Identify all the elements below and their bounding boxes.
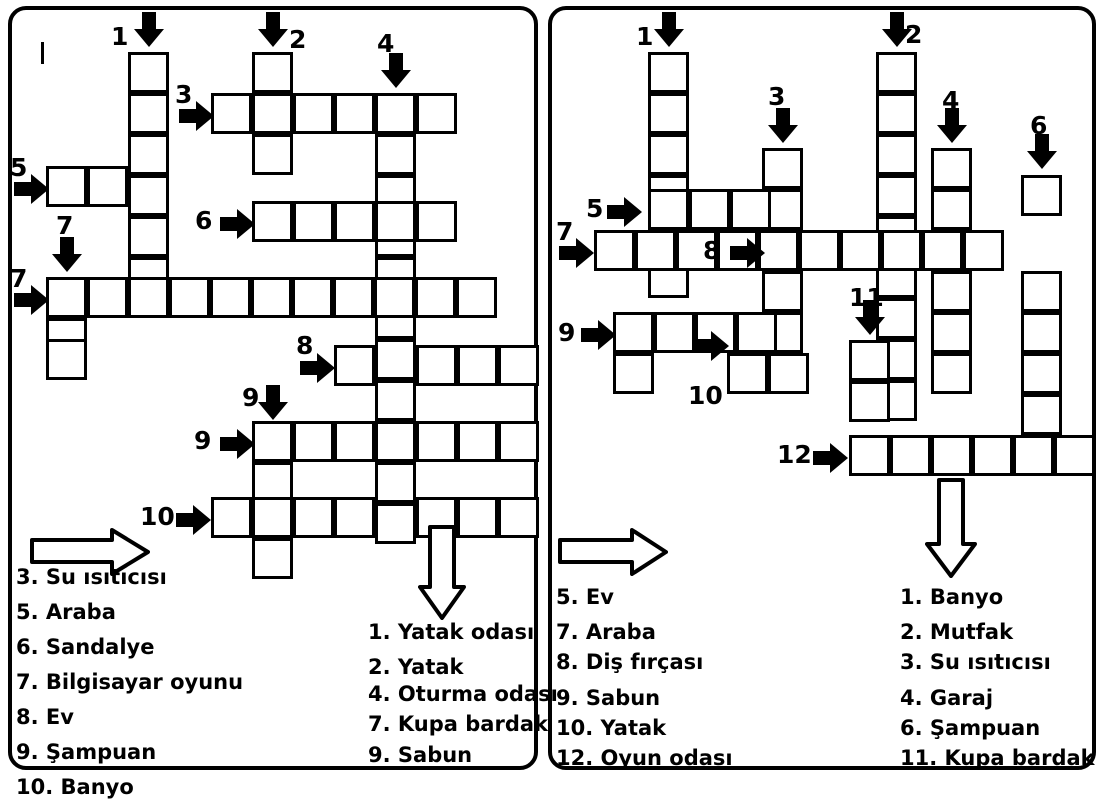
grid-cell[interactable] [128,175,169,216]
clue-number: 1 [636,22,654,51]
grid-cell[interactable] [87,166,128,207]
grid-cell[interactable] [415,277,456,318]
grid-cell[interactable] [251,277,292,318]
grid-cell[interactable] [613,353,654,394]
grid-cell[interactable] [456,277,497,318]
grid-cell[interactable] [849,435,890,476]
grid-cell[interactable] [922,230,963,271]
grid-cell[interactable] [293,497,334,538]
grid-cell[interactable] [762,148,803,189]
clue-text: 11. Kupa bardak [900,746,1095,770]
grid-cell[interactable] [1054,435,1095,476]
clue-number: 8 [296,331,314,360]
grid-cell[interactable] [416,93,457,134]
grid-cell[interactable] [292,277,333,318]
grid-cell[interactable] [334,497,375,538]
grid-cell[interactable] [931,148,972,189]
grid-cell[interactable] [46,339,87,380]
grid-cell[interactable] [498,497,539,538]
grid-cell[interactable] [498,345,539,386]
grid-cell[interactable] [211,93,252,134]
grid-cell[interactable] [730,189,771,230]
clue-text: 12. Oyun odası [556,746,733,770]
grid-cell[interactable] [931,189,972,230]
grid-cell[interactable] [963,230,1004,271]
clue-list-pointer-left [558,528,668,576]
clue-arrow-down-3 [768,108,798,146]
grid-cell[interactable] [762,271,803,312]
grid-cell[interactable] [736,312,777,353]
clue-text: 7. Bilgisayar oyunu [16,670,244,694]
grid-cell[interactable] [457,421,498,462]
grid-cell[interactable] [334,345,375,386]
grid-cell[interactable] [768,353,809,394]
grid-cell[interactable] [849,381,890,422]
grid-cell[interactable] [375,380,416,421]
clue-number: 12 [777,440,812,469]
clue-list-pointer-down [418,525,466,620]
grid-cell[interactable] [654,312,695,353]
clue-arrow-right-10 [176,505,214,535]
clue-text: 7. Araba [556,620,656,644]
grid-cell[interactable] [128,134,169,175]
clue-arrow-right-10 [694,331,732,361]
grid-cell[interactable] [881,230,922,271]
clue-number: 8 [703,236,721,265]
clue-number: 10 [688,381,723,410]
grid-cell[interactable] [128,52,169,93]
grid-cell[interactable] [689,189,730,230]
clue-text: 9. Şampuan [16,740,157,764]
grid-cell[interactable] [876,175,917,216]
clue-number: 3 [175,80,193,109]
grid-cell[interactable] [849,340,890,381]
grid-cell[interactable] [375,93,416,134]
clue-text: 5. Ev [556,585,614,609]
clue-number: 1 [111,22,129,51]
grid-cell[interactable] [876,134,917,175]
clue-number: 7 [56,211,74,240]
clue-number: 2 [289,25,307,54]
grid-cell[interactable] [498,421,539,462]
clue-list-pointer-down [925,478,977,578]
clue-arrow-right-6 [220,209,258,239]
grid-cell[interactable] [334,93,375,134]
clue-text: 5. Araba [16,600,116,624]
grid-cell[interactable] [1021,353,1062,394]
grid-cell[interactable] [1021,271,1062,312]
grid-cell[interactable] [876,93,917,134]
grid-cell[interactable] [635,230,676,271]
clue-number: 6 [1030,111,1048,140]
clue-number: 4 [942,86,960,115]
clue-number: 2 [905,20,923,49]
grid-cell[interactable] [416,345,457,386]
clue-number: 7 [556,217,574,246]
clue-arrow-down-1 [134,12,164,50]
clue-text: 6. Sandalye [16,635,155,659]
clue-number: 11 [849,283,884,312]
grid-cell[interactable] [333,277,374,318]
grid-cell[interactable] [1021,175,1062,216]
clue-text: 4. Oturma odası [368,682,558,706]
clue-arrow-down-4 [381,53,411,91]
grid-cell[interactable] [375,201,416,242]
grid-cell[interactable] [613,312,654,353]
clue-arrow-right-8 [730,238,768,268]
clue-number: 5 [586,194,604,223]
clue-text: 9. Sabun [368,743,473,767]
grid-cell[interactable] [931,312,972,353]
clue-number: 3 [768,82,786,111]
grid-cell[interactable] [375,421,416,462]
clue-text: 10. Banyo [16,775,134,799]
grid-cell[interactable] [252,497,293,538]
clue-text: 1. Yatak odası [368,620,535,644]
clue-number: 7 [10,264,28,293]
grid-cell[interactable] [416,421,457,462]
grid-cell[interactable] [890,435,931,476]
pen-mark [41,42,44,64]
grid-cell[interactable] [128,216,169,257]
clue-number: 5 [10,153,28,182]
clue-number: 9 [242,383,260,412]
clue-arrow-down-1 [654,12,684,50]
grid-cell[interactable] [334,201,375,242]
clue-text: 9. Sabun [556,686,661,710]
clue-text: 10. Yatak [556,716,667,740]
clue-text: 7. Kupa bardak [368,712,548,736]
clue-arrow-right-9 [220,429,258,459]
grid-cell[interactable] [1021,312,1062,353]
clue-number: 6 [195,206,213,235]
clue-arrow-right-9 [581,320,619,350]
grid-cell[interactable] [46,277,87,318]
grid-cell[interactable] [840,230,881,271]
grid-cell[interactable] [252,134,293,175]
clue-arrow-right-5 [607,197,645,227]
clue-number: 10 [140,502,175,531]
grid-cell[interactable] [931,271,972,312]
clue-number: 4 [377,29,395,58]
grid-cell[interactable] [375,462,416,503]
clue-arrow-right-12 [813,443,851,473]
clue-text: 3. Su ısıtıcısı [900,650,1051,674]
grid-cell[interactable] [211,497,252,538]
grid-cell[interactable] [87,277,128,318]
clue-number: 9 [194,426,212,455]
grid-cell[interactable] [252,201,293,242]
grid-cell[interactable] [252,93,293,134]
grid-cell[interactable] [931,435,972,476]
grid-cell[interactable] [293,201,334,242]
grid-cell[interactable] [594,230,635,271]
grid-cell[interactable] [210,277,251,318]
grid-cell[interactable] [375,503,416,544]
grid-cell[interactable] [799,230,840,271]
grid-cell[interactable] [169,277,210,318]
clue-arrow-down-7 [52,237,82,275]
clue-number: 9 [558,318,576,347]
grid-cell[interactable] [252,538,293,579]
clue-text: 3. Su ısıtıcısı [16,565,167,589]
grid-cell[interactable] [252,421,293,462]
grid-cell[interactable] [46,166,87,207]
clue-arrow-down-9 [258,385,288,423]
grid-cell[interactable] [128,93,169,134]
grid-cell[interactable] [972,435,1013,476]
grid-cell[interactable] [1021,394,1062,435]
grid-cell[interactable] [648,189,689,230]
clue-text: 6. Şampuan [900,716,1041,740]
clue-text: 2. Mutfak [900,620,1014,644]
grid-cell[interactable] [457,345,498,386]
grid-cell[interactable] [334,421,375,462]
grid-cell[interactable] [293,93,334,134]
grid-cell[interactable] [727,353,768,394]
clue-arrow-down-2 [258,12,288,50]
clue-text: 4. Garaj [900,686,994,710]
grid-cell[interactable] [375,134,416,175]
grid-cell[interactable] [931,353,972,394]
grid-cell[interactable] [375,339,416,380]
clue-text: 2. Yatak [368,655,464,679]
grid-cell[interactable] [648,93,689,134]
grid-cell[interactable] [374,277,415,318]
clue-text: 8. Diş fırçası [556,650,704,674]
clue-text: 8. Ev [16,705,74,729]
grid-cell[interactable] [252,52,293,93]
grid-cell[interactable] [416,201,457,242]
grid-cell[interactable] [1013,435,1054,476]
grid-cell[interactable] [876,52,917,93]
clue-text: 1. Banyo [900,585,1004,609]
grid-cell[interactable] [293,421,334,462]
grid-cell[interactable] [648,52,689,93]
grid-cell[interactable] [648,134,689,175]
grid-cell[interactable] [128,277,169,318]
